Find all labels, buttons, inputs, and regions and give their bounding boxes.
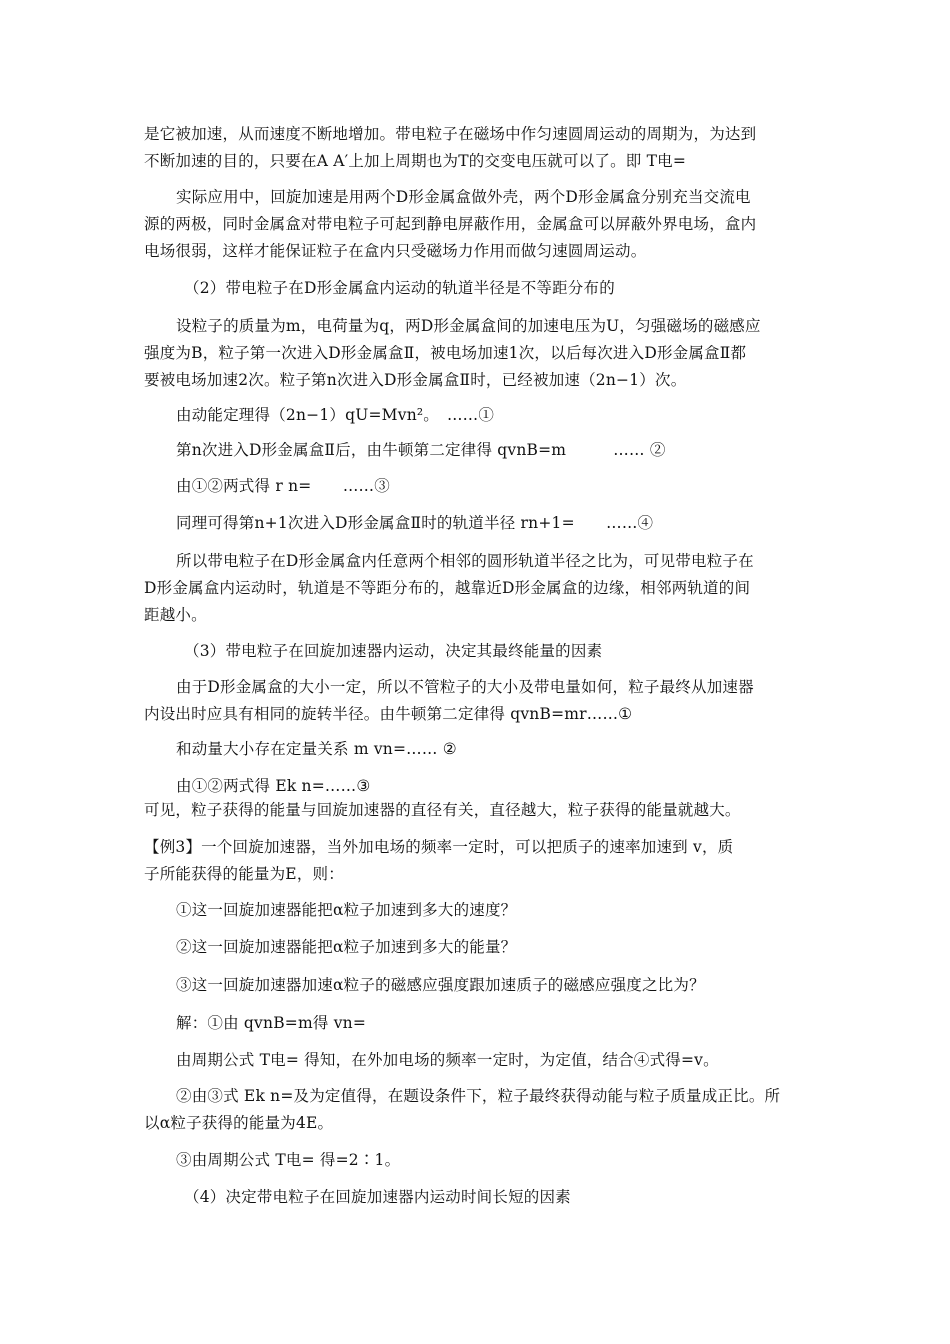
text-line: 要被电场加速2次。粒子第n次进入D形金属盒Ⅱ时，已经被加速（2n−1）次。 <box>144 371 687 389</box>
text-line: 设粒子的质量为m，电荷量为q，两D形金属盒间的加速电压为U，匀强磁场的磁感应 <box>176 317 761 335</box>
formula-line: 同理可得第n+1次进入D形金属盒Ⅱ时的轨道半径 rn+1= ……④ <box>176 514 654 532</box>
answer-line: ②由③式 Ek n=及为定值得，在题设条件下，粒子最终获得动能与粒子质量成正比。所 <box>176 1087 781 1105</box>
answer-line: 解：①由 qvnB=m得 vn= <box>176 1014 367 1032</box>
formula-line: 第n次进入D形金属盒Ⅱ后，由牛顿第二定律得 qvnB=m …… ② <box>176 441 666 459</box>
section-heading: （3）带电粒子在回旋加速器内运动，决定其最终能量的因素 <box>184 642 603 660</box>
text-line: 是它被加速，从而速度不断地增加。带电粒子在磁场中作匀速圆周运动的周期为，为达到 <box>144 125 757 143</box>
text-line: 所以带电粒子在D形金属盒内任意两个相邻的圆形轨道半径之比为，可见带电粒子在 <box>176 552 754 570</box>
text-line: 距越小。 <box>144 606 207 624</box>
text-line: 子所能获得的能量为E，则： <box>144 865 344 883</box>
formula-line: 和动量大小存在定量关系 m vn=…… ② <box>176 740 457 758</box>
text-line: D形金属盒内运动时，轨道是不等距分布的，越靠近D形金属盒的边缘，相邻两轨道的间 <box>144 579 751 597</box>
text-line: 实际应用中，回旋加速是用两个D形金属盒做外壳，两个D形金属盒分别充当交流电 <box>176 188 751 206</box>
example-heading: 【例3】一个回旋加速器，当外加电场的频率一定时，可以把质子的速率加速到 v，质 <box>144 838 734 856</box>
question-item: ①这一回旋加速器能把α粒子加速到多大的速度？ <box>176 901 517 919</box>
text-line: 强度为B，粒子第一次进入D形金属盒Ⅱ，被电场加速1次，以后每次进入D形金属盒Ⅱ都 <box>144 344 747 362</box>
text-line: 电场很弱，这样才能保证粒子在盒内只受磁场力作用而做匀速圆周运动。 <box>144 242 647 260</box>
question-item: ③这一回旋加速器加速α粒子的磁感应强度跟加速质子的磁感应强度之比为？ <box>176 976 705 994</box>
text-line: 源的两极，同时金属盒对带电粒子可起到静电屏蔽作用，金属盒可以屏蔽外界电场，盒内 <box>144 215 757 233</box>
text-line: 不断加速的目的，只要在A A′上加上周期也为T的交变电压就可以了。即 T电= <box>144 152 687 170</box>
section-heading: （2）带电粒子在D形金属盒内运动的轨道半径是不等距分布的 <box>184 279 615 297</box>
text-line: 由于D形金属盒的大小一定，所以不管粒子的大小及带电量如何，粒子最终从加速器 <box>176 678 754 696</box>
text-line: 可见，粒子获得的能量与回旋加速器的直径有关，直径越大，粒子获得的能量就越大。 <box>144 801 741 819</box>
formula-line: 由①②两式得 r n= ……③ <box>176 477 390 495</box>
section-heading: （4）决定带电粒子在回旋加速器内运动时间长短的因素 <box>184 1188 571 1206</box>
answer-line: 由周期公式 T电= 得知，在外加电场的频率一定时，为定值，结合④式得=v。 <box>176 1051 719 1069</box>
answer-line: ③由周期公式 T电= 得=2∶1。 <box>176 1151 401 1169</box>
formula-line: 由①②两式得 Ek n=……③ <box>176 777 371 795</box>
text-line: 内设出时应具有相同的旋转半径。由牛顿第二定律得 qvnB=mr……① <box>144 705 633 723</box>
answer-line: 以α粒子获得的能量为4E。 <box>144 1114 334 1132</box>
formula-line: 由动能定理得（2n−1）qU=Mvn²。 ……① <box>176 406 495 424</box>
question-item: ②这一回旋加速器能把α粒子加速到多大的能量？ <box>176 938 517 956</box>
